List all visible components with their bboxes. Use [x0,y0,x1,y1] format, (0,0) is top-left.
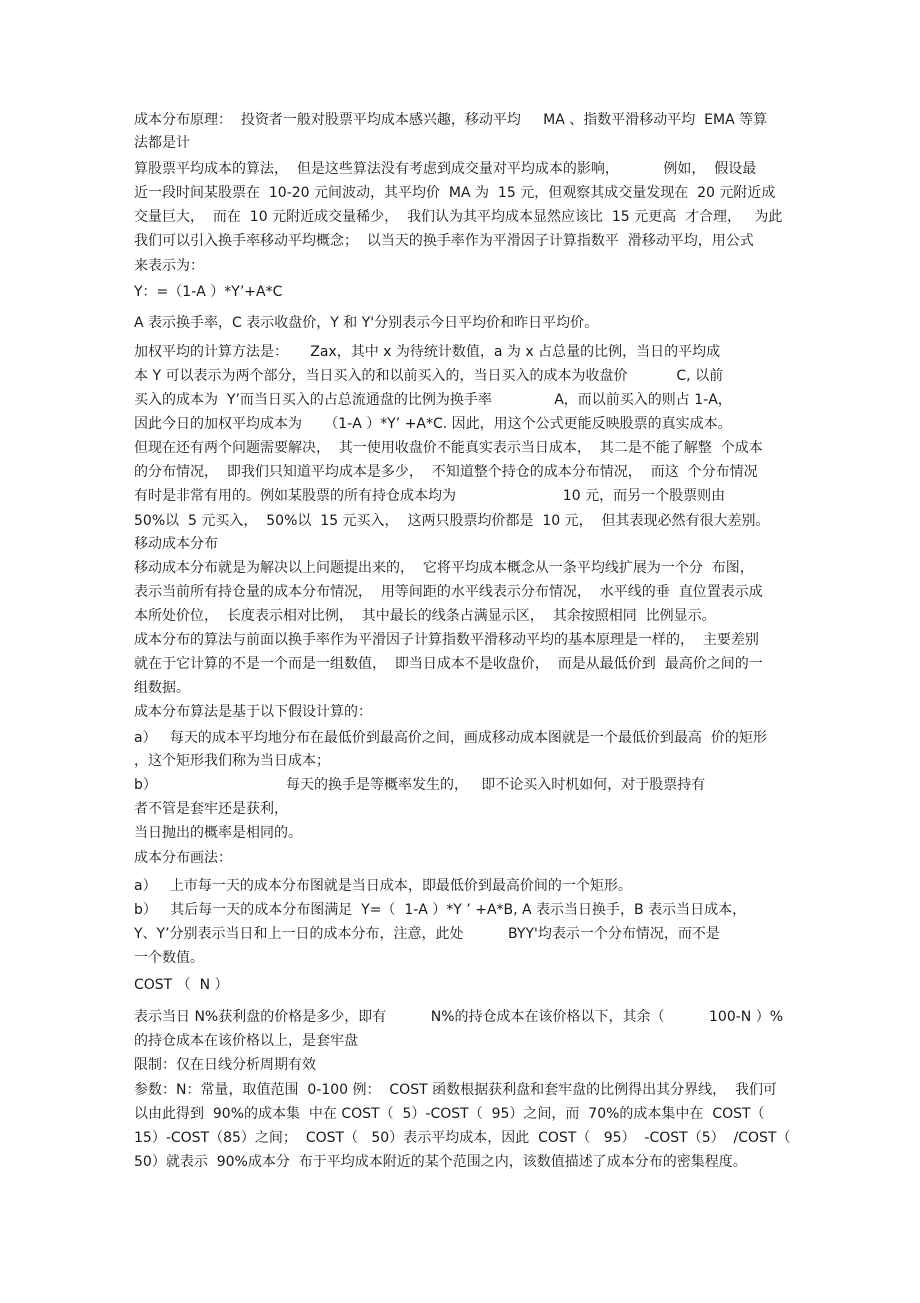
text-line: 成本分布的算法与前面以换手率作为平滑因子计算指数平滑移动平均的基本原理是一样的， 主要差别 [134,632,759,648]
text-line: 限制：仅在日线分析周期有效 [134,1057,316,1073]
text-line: 一个数值。 [134,950,204,966]
text-line: 15）-COST（85）之间； COST（ 50）表示平均成本，因此 COST（ 95） -COST（5） /COST（ [134,1130,791,1146]
list-item: a） 每天的成本平均地分布在最低价到最高价之间，画成移动成本图就是一个最低价到最高 价的矩形 [134,730,767,746]
text-line: 移动成本分布就是为解决以上问题提出来的， 它将平均成本概念从一条平均线扩展为一个分 布图， [134,560,754,576]
list-item: b） 每天的换手是等概率发生的， 即不论买入时机如何，对于股票持有 [134,777,706,793]
text-line: 本 Y 可以表示为两个部分，当日买入的和以前买入的，当日买入的成本为收盘价 C, 以前 [134,368,724,384]
text-line: 当日抛出的概率是相同的。 [134,825,302,841]
text-line: 的分布情况， 即我们只知道平均成本是多少， 不知道整个持仓的成本分布情况， 而这 个分布情况 [134,464,758,480]
text-line: 算股票平均成本的算法， 但是这些算法没有考虑到成交量对平均成本的影响， 例如， 假设最 [134,161,757,177]
text-line: 因此今日的加权平均成本为 （1-A ）*Y’ +A*C. 因此，用这个公式更能反映股票的真实成本。 [134,416,732,432]
text-line: 就在于它计算的不是一个而是一组数值， 即当日成本不是收盘价， 而是从最低价到 最高价之间的一 [134,656,763,672]
text-line: 参数：N：常量，取值范围 0-100 例： COST 函数根据获利盘和套牢盘的比例得出其分界线， 我们可 [134,1082,777,1098]
text-line: 本所处价位， 长度表示相对比例， 其中最长的线条占满显示区， 其余按照相同 比例显示。 [134,608,716,624]
text-line: Y：=（1-A ）*Y’+A*C [134,284,283,300]
text-line: 法都是计 [134,135,190,151]
text-line: 来表示为： [134,258,204,274]
text-line: 成本分布算法是基于以下假设计算的： [134,704,372,720]
section-heading: 成本分布画法： [134,850,232,866]
text-line: 加权平均的计算方法是： Zax，其中 x 为待统计数值，a 为 x 占总量的比例，当日的平均成 [134,344,721,360]
text-line: A 表示换手率，C 表示收盘价，Y 和 Y'分别表示今日平均价和昨日平均价。 [134,315,599,331]
text-line: 成本分布原理： 投资者一般对股票平均成本感兴趣，移动平均 MA 、指数平滑移动平均 EMA 等算 [134,112,768,128]
list-item: a） 上市每一天的成本分布图就是当日成本，即最低价到最高价间的一个矩形。 [134,878,632,894]
list-item: b） 其后每一天的成本分布图满足 Y=（ 1-A ）*Y ’ +A*B, A 表示当日换手，B 表示当日成本， [134,902,747,918]
text-line: 表示当前所有持仓量的成本分布情况， 用等间距的水平线表示分布情况， 水平线的垂 直位置表示成 [134,584,763,600]
text-line: 表示当日 N%获利盘的价格是多少，即有 N%的持仓成本在该价格以下，其余（ 100-N ）% [134,1009,784,1025]
text-line: 者不管是套牢还是获利， [134,801,288,817]
text-line: 近一段时间某股票在 10-20 元间波动，其平均价 MA 为 15 元，但观察其成交量发现在 20 元附近成 [134,185,776,201]
text-line: 买入的成本为 Y’而当日买入的占总流通盘的比例为换手率 A，而以前买入的则占 1-A， [134,392,732,408]
text-line: ，这个矩形我们称为当日成本； [134,753,330,769]
section-heading: 移动成本分布 [134,536,218,552]
text-line: 交量巨大， 而在 10 元附近成交量稀少， 我们认为其平均成本显然应该比 15 元更高 才合理， 为此 [134,209,783,225]
text-line: 组数据。 [134,680,190,696]
text-line: 50）就表示 90%成本分 布于平均成本附近的某个范围之内，该数值描述了成本分布的密集程度。 [134,1154,747,1170]
function-heading: COST （ N ） [134,977,229,993]
text-line: 以由此得到 90%的成本集 中在 COST（ 5）-COST（ 95）之间，而 70%的成本集中在 COST（ [134,1106,765,1122]
text-line: 我们可以引入换手率移动平均概念； 以当天的换手率作为平滑因子计算指数平 滑移动平均，用公式 [134,233,754,249]
text-line: 50%以 5 元买入， 50%以 15 元买入， 这两只股票均价都是 10 元， 但其表现必然有很大差别。 [134,513,770,529]
text-line: 但现在还有两个问题需要解决， 其一使用收盘价不能真实表示当日成本， 其二是不能了解整 个成本 [134,440,763,456]
text-line: 的持仓成本在该价格以上，是套牢盘 [134,1033,358,1049]
text-line: Y、Y’分别表示当日和上一日的成本分布，注意，此处 BYY'均表示一个分布情况，而不是 [134,926,720,942]
text-line: 有时是非常有用的。例如某股票的所有持仓成本均为 10 元，而另一个股票则由 [134,488,726,504]
